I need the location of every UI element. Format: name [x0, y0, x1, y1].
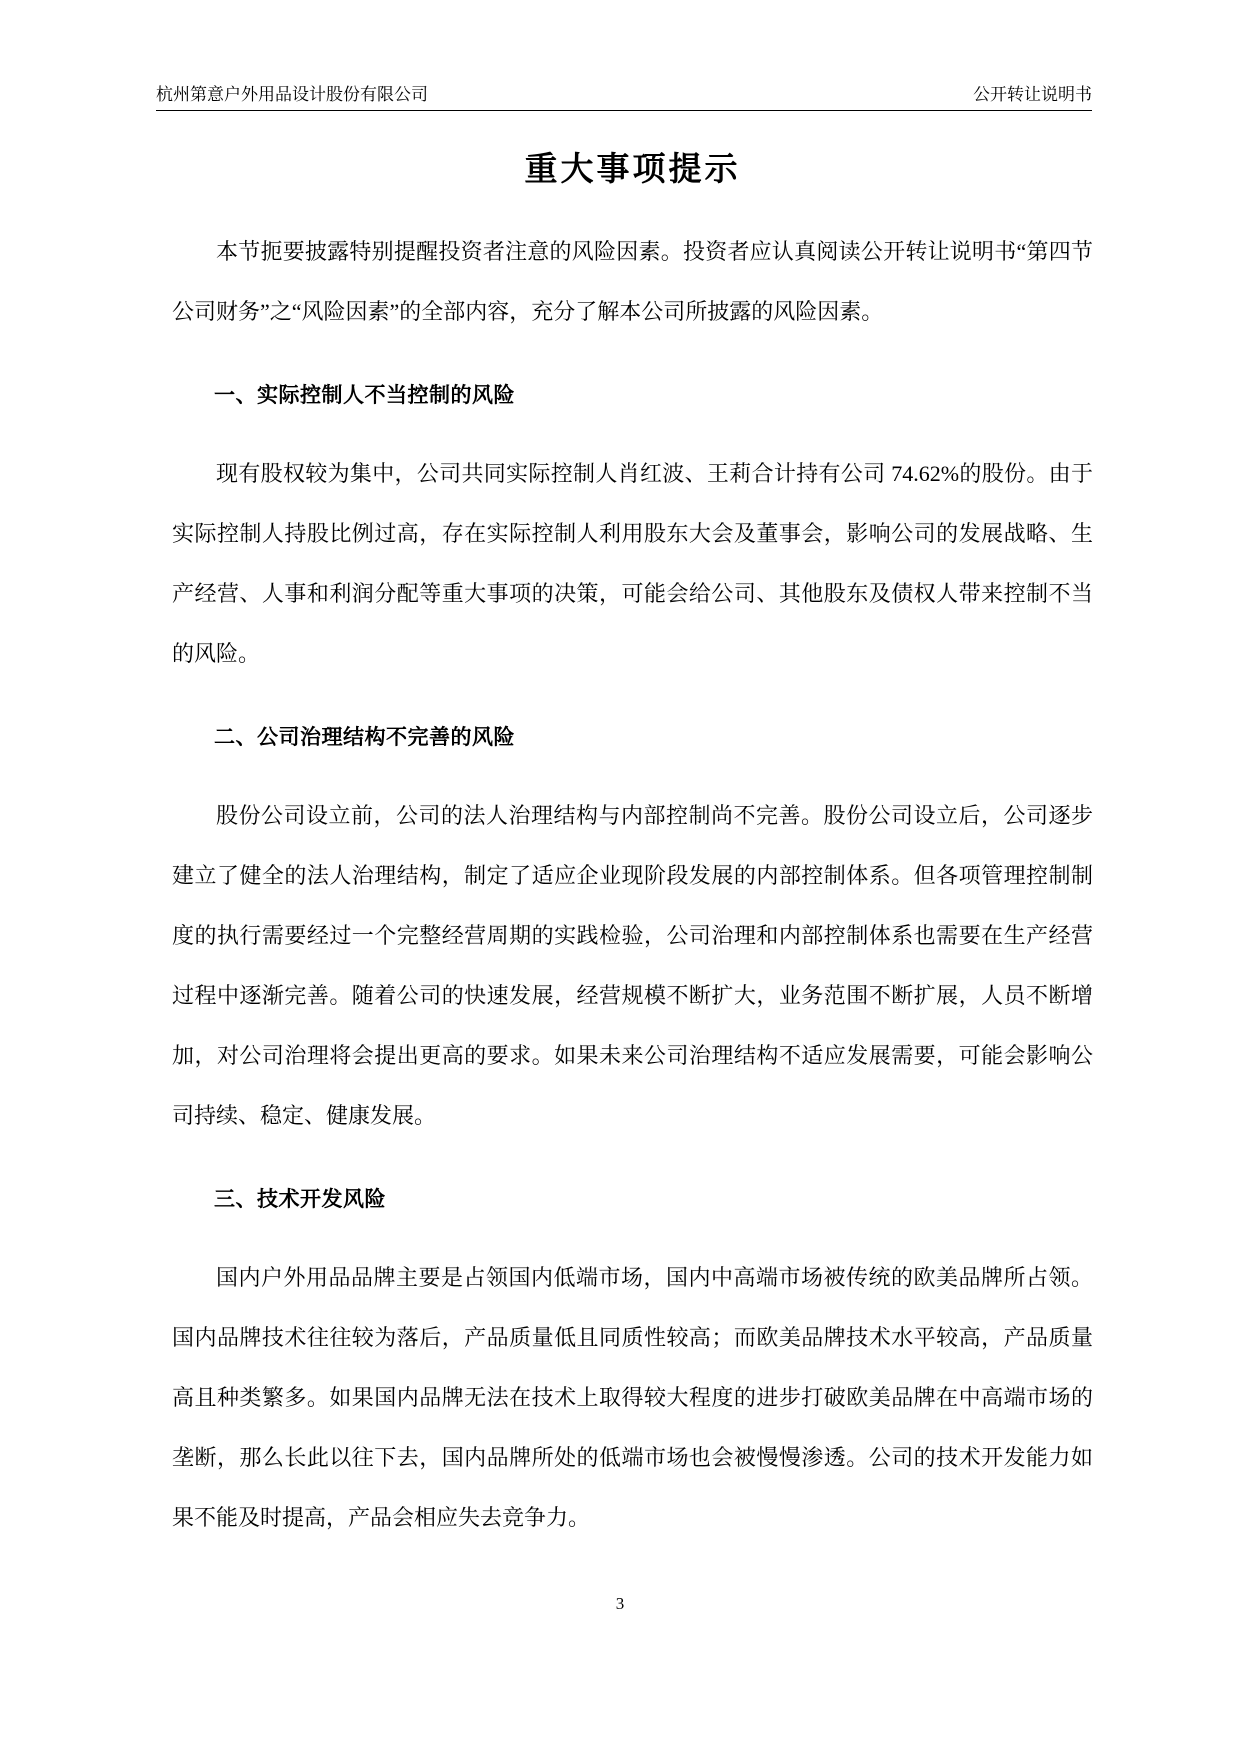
document-body [172, 130, 1093, 1548]
page-number: 3 [615, 1594, 625, 1613]
risk-section [172, 718, 1093, 1146]
page-footer [0, 1594, 1240, 1614]
page-title: 重大事项提示 [524, 152, 741, 188]
section-paragraph: 股份公司设立前，公司的法人治理结构与内部控制尚不完善。股份公司设立后，公司逐步建立了健全的法人治理结构，制定了适应企业现阶段发展的内部控制体系。但各项管理控制制度的执行需要经过一个完整经营周期的实践检验，公司治理和内部控制体系也需要在生产经营过程中逐渐完善。随着公司的快速发展，经营规模不断扩大，业务范围不断扩展，人员不断增加，对公司治理将会提出更高的要求。如果未来公司治理结构不适应发展需要，可能会影响公司持续、稳定、健康发展。 [172, 803, 1093, 1128]
header-company-name: 杭州第意户外用品设计股份有限公司 [156, 85, 428, 104]
header-doc-type: 公开转让说明书 [973, 85, 1092, 104]
risk-section [172, 376, 1093, 684]
section-paragraph: 现有股权较为集中，公司共同实际控制人肖红波、王莉合计持有公司 74.62%的股份。由于实际控制人持股比例过高，存在实际控制人利用股东大会及董事会，影响公司的发展战略、生产经营、人事和利润分配等重大事项的决策，可能会给公司、其他股东及债权人带来控制不当的风险。 [172, 461, 1093, 666]
section-heading: 一、实际控制人不当控制的风险 [214, 384, 515, 407]
intro-paragraph: 本节扼要披露特别提醒投资者注意的风险因素。投资者应认真阅读公开转让说明书“第四节公司财务”之“风险因素”的全部内容，充分了解本公司所披露的风险因素。 [172, 239, 1093, 324]
section-heading: 三、技术开发风险 [214, 1188, 386, 1211]
risk-section [172, 1180, 1093, 1548]
section-heading: 二、公司治理结构不完善的风险 [214, 726, 515, 749]
page-header [156, 84, 1092, 111]
sections-container [172, 376, 1093, 1548]
section-paragraph: 国内户外用品品牌主要是占领国内低端市场，国内中高端市场被传统的欧美品牌所占领。国内品牌技术往往较为落后，产品质量低且同质性较高；而欧美品牌技术水平较高，产品质量高且种类繁多。如果国内品牌无法在技术上取得较大程度的进步打破欧美品牌在中高端市场的垄断，那么长此以往下去，国内品牌所处的低端市场也会被慢慢渗透。公司的技术开发能力如果不能及时提高，产品会相应失去竞争力。 [172, 1265, 1093, 1530]
